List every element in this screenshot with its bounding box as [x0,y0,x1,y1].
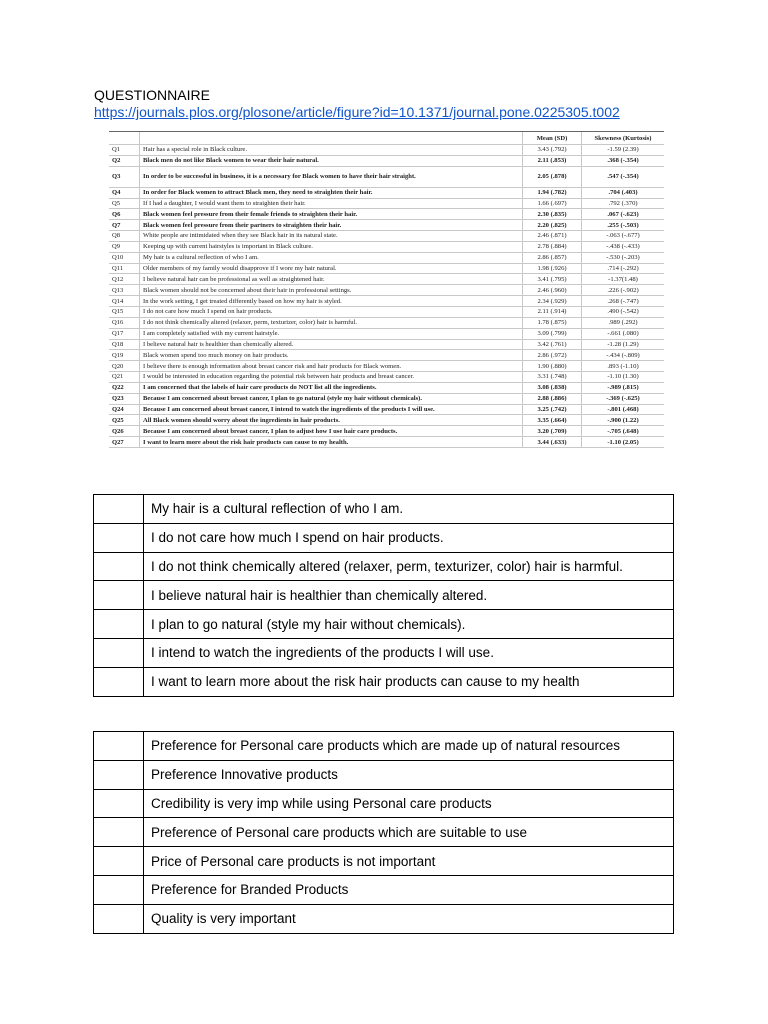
figure-row [109,350,664,361]
mean-sd: 2.11 (.914) [523,306,582,317]
statement-cell: Credibility is very imp while using Personal care products [144,789,674,818]
question-number: Q20 [109,361,140,372]
question-number: Q19 [109,350,140,361]
question-number: Q9 [109,241,140,252]
skewness-kurtosis: -.661 (.080) [582,328,665,339]
question-number: Q25 [109,415,140,426]
statement-cell: I do not think chemically altered (relaxer, perm, texturizer, color) hair is harmful. [144,552,674,581]
question-number: Q23 [109,393,140,404]
mean-sd: 2.88 (.886) [523,393,582,404]
figure-row [109,415,664,426]
mean-sd: 2.86 (.972) [523,350,582,361]
statement-cell: I believe natural hair is healthier than chemically altered. [144,581,674,610]
skewness-kurtosis: .226 (-.902) [582,285,665,296]
question-number: Q16 [109,317,140,328]
statement: Because I am concerned about breast cancer, I plan to go natural (style my hair without chemicals). [140,393,523,404]
mean-sd: 3.41 (.795) [523,274,582,285]
skewness-kurtosis: -.530 (-.203) [582,252,665,263]
figure-row [109,155,664,166]
mean-sd: 2.05 (.878) [523,166,582,187]
statement: I do not care how much I spend on hair products. [140,306,523,317]
skewness-kurtosis: .704 (.403) [582,187,665,198]
mean-sd: 1.78 (.875) [523,317,582,328]
statement: All Black women should worry about the ingredients in hair products. [140,415,523,426]
question-number: Q1 [109,145,140,156]
skewness-kurtosis: -.989 (.815) [582,382,665,393]
number-cell [94,818,144,847]
statement: Black women feel pressure from their female friends to straighten their hair. [140,209,523,220]
header-mean: Mean (SD) [523,132,582,145]
number-cell [94,610,144,639]
skewness-kurtosis: .893 (-1.10) [582,361,665,372]
statement: I am completely satisfied with my current hairstyle. [140,328,523,339]
header-statement [140,132,523,145]
number-cell [94,495,144,524]
number-cell [94,904,144,933]
statement-cell: Preference for Personal care products which are made up of natural resources [144,732,674,761]
mean-sd: 3.08 (.838) [523,382,582,393]
statement: My hair is a cultural reflection of who I am. [140,252,523,263]
statement-cell: Quality is very important [144,904,674,933]
skewness-kurtosis: -1.28 (1.29) [582,339,665,350]
figure-row [109,145,664,156]
skewness-kurtosis: .255 (-.503) [582,220,665,231]
header-question-number [109,132,140,145]
table-row [94,732,674,761]
statement: Black women feel pressure from their partners to straighten their hair. [140,220,523,231]
table-row [94,581,674,610]
skewness-kurtosis: .490 (-.542) [582,306,665,317]
table-row [94,667,674,696]
figure-row [109,187,664,198]
table-row [94,875,674,904]
number-cell [94,875,144,904]
statement: I believe natural hair is healthier than chemically altered. [140,339,523,350]
figure-row [109,437,664,448]
skewness-kurtosis: .067 (-.623) [582,209,665,220]
statement-cell: I want to learn more about the risk hair products can cause to my health [144,667,674,696]
skewness-kurtosis: .368 (-.354) [582,155,665,166]
statement: I do not think chemically altered (relaxer, perm, texturizer, color) hair is harmful. [140,317,523,328]
skewness-kurtosis: -.369 (-.625) [582,393,665,404]
table-row [94,523,674,552]
figure-row [109,166,664,187]
questionnaire-table-personal-care [93,731,674,934]
skewness-kurtosis: -1.59 (2.39) [582,145,665,156]
figure-row [109,231,664,242]
figure-row [109,263,664,274]
skewness-kurtosis: .268 (-.747) [582,296,665,307]
statement: Black men do not like Black women to wear their hair natural. [140,155,523,166]
statement: Because I am concerned about breast cancer, I intend to watch the ingredients of the products I will use. [140,404,523,415]
figure-row [109,382,664,393]
mean-sd: 2.30 (.835) [523,209,582,220]
mean-sd: 3.20 (.709) [523,426,582,437]
mean-sd: 1.66 (.697) [523,198,582,209]
question-number: Q3 [109,166,140,187]
figure-image [109,131,664,487]
question-number: Q26 [109,426,140,437]
mean-sd: 2.46 (.960) [523,285,582,296]
statement-cell: Preference Innovative products [144,760,674,789]
number-cell [94,638,144,667]
number-cell [94,847,144,876]
number-cell [94,789,144,818]
statement-cell: I intend to watch the ingredients of the products I will use. [144,638,674,667]
question-number: Q2 [109,155,140,166]
statement: I am concerned that the labels of hair care products do NOT list all the ingredients. [140,382,523,393]
table-row [94,495,674,524]
statement: I believe natural hair can be professional as well as straightened hair. [140,274,523,285]
question-number: Q5 [109,198,140,209]
skewness-kurtosis: .792 (.370) [582,198,665,209]
mean-sd: 3.09 (.799) [523,328,582,339]
mean-sd: 2.46 (.871) [523,231,582,242]
figure-row [109,328,664,339]
skewness-kurtosis: .547 (-.354) [582,166,665,187]
question-number: Q6 [109,209,140,220]
statement-cell: My hair is a cultural reflection of who I am. [144,495,674,524]
skewness-kurtosis: -.705 (.648) [582,426,665,437]
statement: Black women should not be concerned about their hair in professional settings. [140,285,523,296]
figure-row [109,209,664,220]
statement: I want to learn more about the risk hair products can cause to my health. [140,437,523,448]
table-row [94,789,674,818]
mean-sd: 1.98 (.926) [523,263,582,274]
figure-row [109,296,664,307]
number-cell [94,760,144,789]
figure-header-row [109,132,664,145]
skewness-kurtosis: -.900 (1.22) [582,415,665,426]
question-number: Q11 [109,263,140,274]
statement: Black women spend too much money on hair products. [140,350,523,361]
figure-row [109,241,664,252]
statement-cell: Preference of Personal care products which are suitable to use [144,818,674,847]
question-number: Q24 [109,404,140,415]
statement-cell: Preference for Branded Products [144,875,674,904]
number-cell [94,552,144,581]
mean-sd: 3.35 (.664) [523,415,582,426]
table-row [94,904,674,933]
statement: White people are intimidated when they see Black hair in its natural state. [140,231,523,242]
skewness-kurtosis: .714 (-.292) [582,263,665,274]
figure-row [109,372,664,383]
mean-sd: 2.78 (.884) [523,241,582,252]
mean-sd: 2.34 (.929) [523,296,582,307]
question-number: Q7 [109,220,140,231]
number-cell [94,732,144,761]
figure-row [109,306,664,317]
skewness-kurtosis: -.063 (-.677) [582,231,665,242]
mean-sd: 3.43 (.792) [523,145,582,156]
question-number: Q15 [109,306,140,317]
figure-row [109,361,664,372]
mean-sd: 3.44 (.633) [523,437,582,448]
figure-row [109,274,664,285]
number-cell [94,523,144,552]
table-row [94,638,674,667]
question-number: Q18 [109,339,140,350]
questionnaire-heading: QUESTIONNAIRE [94,87,210,103]
skewness-kurtosis: .989 (.292) [582,317,665,328]
figure-table [109,132,664,448]
figure-row [109,317,664,328]
number-cell [94,581,144,610]
figure-row [109,393,664,404]
question-number: Q14 [109,296,140,307]
statement: I would be interested in education regarding the potential risk between hair products and breast cancer. [140,372,523,383]
source-link[interactable]: https://journals.plos.org/plosone/article/figure?id=10.1371/journal.pone.0225305.t002 [94,104,620,120]
statement: In the work setting, I get treated differently based on how my hair is styled. [140,296,523,307]
skewness-kurtosis: -1.10 (1.30) [582,372,665,383]
table-row [94,610,674,639]
statement: Keeping up with current hairstyles is important in Black culture. [140,241,523,252]
table-row [94,552,674,581]
question-number: Q10 [109,252,140,263]
statement: Because I am concerned about breast cancer, I plan to adjust how I use hair care products. [140,426,523,437]
figure-row [109,285,664,296]
figure-row [109,404,664,415]
question-number: Q4 [109,187,140,198]
mean-sd: 3.31 (.748) [523,372,582,383]
skewness-kurtosis: -.434 (-.809) [582,350,665,361]
header-skewness: Skewness (Kurtosis) [582,132,665,145]
table-row [94,818,674,847]
skewness-kurtosis: -.801 (.468) [582,404,665,415]
mean-sd: 2.20 (.825) [523,220,582,231]
figure-row [109,220,664,231]
statement: Older members of my family would disapprove if I wore my hair natural. [140,263,523,274]
mean-sd: 1.90 (.880) [523,361,582,372]
question-number: Q13 [109,285,140,296]
question-number: Q27 [109,437,140,448]
mean-sd: 3.25 (.742) [523,404,582,415]
skewness-kurtosis: -1.37(1.48) [582,274,665,285]
mean-sd: 3.42 (.761) [523,339,582,350]
question-number: Q22 [109,382,140,393]
statement-cell: I do not care how much I spend on hair products. [144,523,674,552]
mean-sd: 1.94 (.782) [523,187,582,198]
question-number: Q8 [109,231,140,242]
question-number: Q21 [109,372,140,383]
statement: In order to be successful in business, it is a necessary for Black women to have their hair straight. [140,166,523,187]
statement: Hair has a special role in Black culture. [140,145,523,156]
mean-sd: 2.11 (.853) [523,155,582,166]
figure-row [109,198,664,209]
figure-row [109,426,664,437]
question-number: Q17 [109,328,140,339]
figure-row [109,339,664,350]
questionnaire-table-hair [93,494,674,697]
number-cell [94,667,144,696]
table-row [94,760,674,789]
table-row [94,847,674,876]
statement-cell: I plan to go natural (style my hair without chemicals). [144,610,674,639]
mean-sd: 2.86 (.857) [523,252,582,263]
figure-row [109,252,664,263]
question-number: Q12 [109,274,140,285]
statement: I believe there is enough information about breast cancer risk and hair products for Black women. [140,361,523,372]
statement: If I had a daughter, I would want them to straighten their hair. [140,198,523,209]
statement-cell: Price of Personal care products is not important [144,847,674,876]
statement: In order for Black women to attract Black men, they need to straighten their hair. [140,187,523,198]
skewness-kurtosis: -.438 (-.433) [582,241,665,252]
skewness-kurtosis: -1.10 (2.05) [582,437,665,448]
